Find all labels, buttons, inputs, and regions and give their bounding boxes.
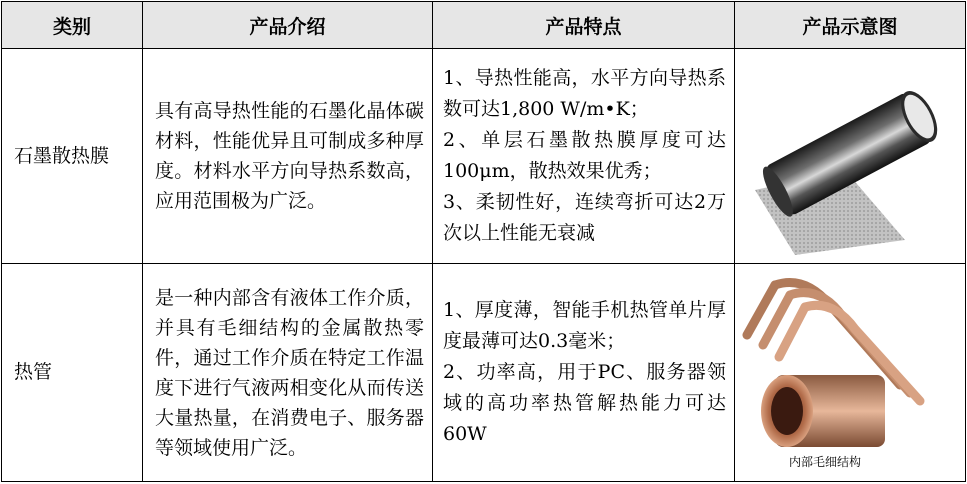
- graphite-film-roll-icon: [735, 50, 964, 262]
- header-category: 类别: [2, 2, 143, 49]
- header-image: 产品示意图: [735, 2, 966, 49]
- feature-item: 1、厚度薄，智能手机热管单片厚度最薄可达0.3毫米；: [443, 299, 726, 352]
- heat-pipe-icon: [735, 265, 964, 481]
- table-row: [2, 49, 966, 264]
- product-table: [1, 1, 966, 482]
- intro-cell: 具有高导热性能的石墨化晶体碳材料，性能优异且可制成多种厚度。材料水平方向导热系数高，应用范围极为广泛。: [143, 49, 433, 264]
- image-caption: 内部毛细结构: [788, 454, 862, 469]
- category-cell: 石墨散热膜: [2, 49, 143, 264]
- header-features: 产品特点: [433, 2, 735, 49]
- header-row: [2, 2, 966, 49]
- intro-cell: 是一种内部含有液体工作介质，并具有毛细结构的金属散热零件，通过工作介质在特定工作温度下进行气液两相变化从而传送大量热量，在消费电子、服务器等领域使用广泛。: [143, 264, 433, 482]
- feature-item: 3、柔韧性好，连续弯折可达2万次以上性能无衰减: [443, 191, 726, 244]
- features-cell: [433, 264, 735, 482]
- feature-item: 2、功率高，用于PC、服务器领域的高功率热管解热能力可达60W: [443, 361, 726, 445]
- table-row: [2, 264, 966, 482]
- image-cell: [735, 264, 966, 482]
- category-cell: 热管: [2, 264, 143, 482]
- feature-item: 2、单层石墨散热膜厚度可达100μm，散热效果优秀；: [443, 129, 726, 182]
- features-cell: [433, 49, 735, 264]
- image-cell: [735, 49, 966, 264]
- header-intro: 产品介绍: [143, 2, 433, 49]
- feature-item: 1、导热性能高，水平方向导热系数可达1,800 W/m•K；: [443, 67, 726, 120]
